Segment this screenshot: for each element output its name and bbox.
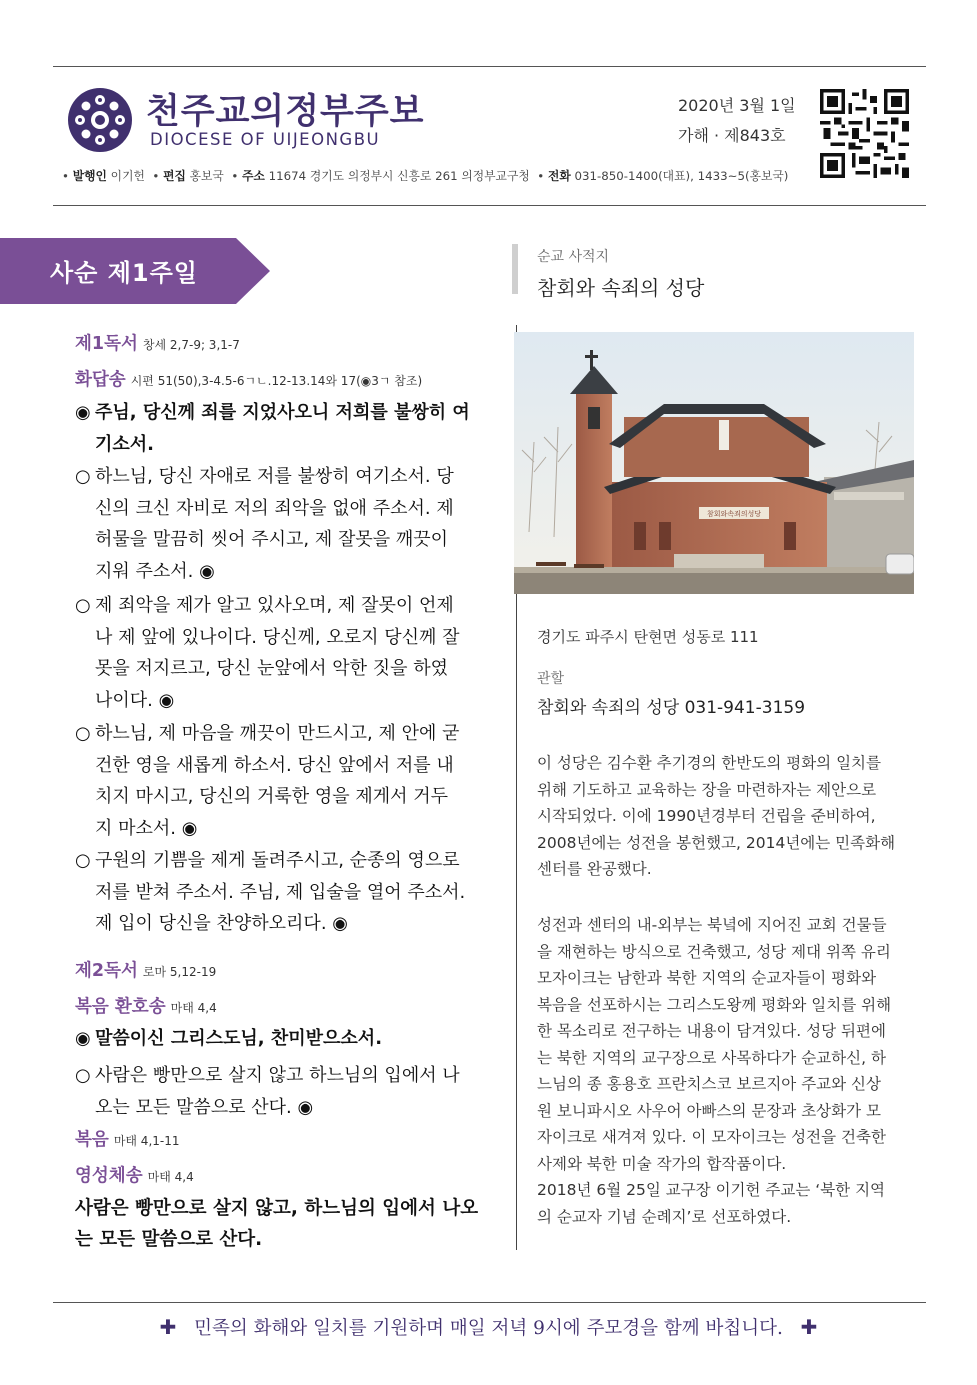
paragraph-line: 복음을 선포하시는 그리스도왕께 평화와 일치를 위해 [537,995,892,1014]
first-reading-ref: 창세 2,7-9; 3,1-7 [142,338,240,352]
acclamation-verse-line: 오는 모든 말씀으로 산다. ◉ [95,1096,314,1118]
photo-sign-text: 참회와속죄의성당 [706,510,762,518]
paragraph-line: 2008년에는 성전을 봉헌했고, 2014년에는 민족화해 [537,833,896,852]
history-paragraph [537,750,917,883]
verse-line: 구원의 기쁨을 제게 돌려주시고, 순종의 영으로 [95,850,460,871]
gospel-label: 복음 [75,1130,109,1150]
publisher-label: 발행인 [72,169,107,183]
paragraph-line: 한 목소리로 전구하는 내용이 담겨있다. 성당 뒤편에 [537,1022,886,1040]
church-photo [514,332,914,594]
refrain-line: 주님, 당신께 죄를 지었사오니 저희를 불쌍히 여 [95,402,470,423]
masthead-title: 천주교의정부주보 [146,92,425,132]
phone-label: 전화 [547,169,571,183]
verse-mark: ○ [75,466,91,487]
verse-line: 제 입이 당신을 찬양하오리다. ◉ [95,913,348,934]
description-paragraph [537,912,917,1230]
jurisdiction-label: 관할 [537,671,565,687]
paragraph-line: 위해 기도하고 교육하는 장을 마련하자는 제안으로 [537,780,877,799]
second-reading-ref: 로마 5,12-19 [142,965,217,979]
verse-line: 하느님, 제 마음을 깨끗이 만드시고, 제 안에 굳 [95,723,460,744]
acclamation-refrain-text: 말씀이신 그리스도님, 찬미받으소서. [95,1028,383,1049]
sidebar-kicker: 순교 사적지 [537,249,610,265]
week-title: 사순 제1주일 [50,259,198,287]
second-reading-label: 제2독서 [75,961,138,981]
verse-line: 나 제 앞에 있나이다. 당신께, 오로지 당신께 잘 [95,626,460,648]
verse-line: 건한 영을 새롭게 하소서. 당신 앞에서 저를 내 [95,754,454,776]
communion-antiphon [75,1162,194,1187]
communion-text [75,1193,495,1255]
verse-mark: ○ [75,850,91,871]
address-label: 주소 [242,169,265,183]
cross-icon: ✚ [159,1315,177,1339]
acclamation-refrain [75,1023,495,1055]
communion-ref: 마태 4,4 [147,1170,194,1184]
paragraph-line: 사제와 북한 미술 작가의 합작품이다. [537,1154,787,1173]
verse-line: 지워 주소서. ◉ [95,560,215,582]
sidebar-title: 참회와 속죄의 성당 [537,276,705,300]
paragraph-line: 의 순교자 기념 순례지’로 선포하였다. [537,1207,792,1226]
psalm-verse [75,845,495,940]
verse-line: 하느님, 당신 자애로 저를 불쌍히 여기소서. 당 [95,466,454,487]
paragraph-line: 느님의 종 홍용호 프란치스코 보르지아 주교와 신상 [537,1075,881,1093]
church-address: 경기도 파주시 탄현면 성동로 111 [537,628,759,646]
verse-mark: ○ [75,723,91,744]
phone-value: 031-850-1400(대표), 1433~5(홍보국) [574,169,789,183]
psalm-refrain [75,397,495,460]
footer-prayer [0,1314,977,1340]
issue-number: 가해 · 제843호 [678,126,786,145]
top-rule [53,66,926,67]
psalm-ref: 시편 51(50),3-4.5-6ㄱㄴ.12-13.14와 17(◉3ㄱ 참조) [130,374,423,388]
verse-mark: ○ [75,595,91,616]
paragraph-line: 는 북한 지역의 교구장으로 사목하다가 순교하신, 하 [537,1048,886,1067]
paragraph-line: 원 보니파시오 사우어 아빠스의 문장과 초상화가 모 [537,1101,881,1120]
editor-name: 홍보국 [189,169,224,183]
address-value: 11674 경기도 의정부시 신흥로 261 의정부교구청 [268,169,530,183]
paragraph-line: 자이크로 새겨져 있다. 이 모자이크는 성전을 건축한 [537,1128,886,1146]
paragraph-line: 모자이크는 남한과 북한 지역의 순교자들이 평화와 [537,969,877,987]
communion-line: 사람은 빵만으로 살지 않고, 하느님의 입에서 나오 [75,1198,479,1219]
footer-rule [53,1302,926,1303]
masthead-bottom-rule [53,205,926,206]
psalm-verse [75,718,495,844]
second-reading [75,957,216,982]
acclamation-verse-line: 사람은 빵만으로 살지 않고 하느님의 입에서 나 [95,1065,460,1086]
communion-label: 영성체송 [75,1166,143,1186]
acclamation-verse-mark: ○ [75,1065,91,1086]
qr-code-icon [820,89,909,178]
paragraph-line: 이 성당은 김수환 추기경의 한반도의 평화의 일치를 [537,754,881,772]
gospel-ref: 마태 4,1-11 [113,1134,180,1148]
verse-line: 나이다. ◉ [95,689,175,711]
verse-line: 못을 저지르고, 당신 눈앞에서 악한 짓을 하였 [95,658,449,679]
paragraph-line: 센터를 완공했다. [537,860,652,878]
publisher-info: • 발행인 이기헌 • 편집 홍보국 • 주소 11674 경기도 의정부시 신흥로 261 의정부교구청 • 전화 031-850-1400(대표), 1433~5(홍보국) [62,169,789,183]
refrain-mark: ◉ [75,402,91,423]
gospel-acclamation [75,993,217,1018]
first-reading-label: 제1독서 [75,334,138,354]
gospel [75,1126,180,1151]
sidebar-accent-bar [512,244,518,294]
cross-icon: ✚ [800,1315,818,1339]
acclamation-verse [75,1060,495,1123]
psalm [75,366,422,391]
diocese-logo [68,88,132,152]
masthead-subtitle: DIOCESE OF UIJEONGBU [150,130,381,149]
communion-line: 는 모든 말씀으로 산다. [75,1229,263,1250]
paragraph-line: 2018년 6월 25일 교구장 이기헌 주교는 ‘북한 지역 [537,1181,886,1199]
verse-line: 제 죄악을 제가 알고 있사오며, 제 잘못이 언제 [95,595,454,616]
jurisdiction-value: 참회와 속죄의 성당 031-941-3159 [537,698,806,718]
paragraph-line: 시작되었다. 이에 1990년경부터 건립을 준비하여, [537,807,876,825]
first-reading [75,330,240,355]
issue-date: 2020년 3월 1일 [678,96,796,115]
acclamation-ref: 마태 4,4 [170,1001,217,1015]
acclamation-refrain-mark: ◉ [75,1028,91,1049]
footer-text: 민족의 화해와 일치를 기원하며 매일 저녁 9시에 주모경을 함께 바칩니다. [194,1318,783,1339]
verse-line: 신의 크신 자비로 저의 죄악을 없애 주소서. 제 [95,497,454,519]
psalm-verse [75,461,495,587]
paragraph-line: 성전과 센터의 내-외부는 북녘에 지어진 교회 건물들 [537,916,887,934]
refrain-line: 기소서. [95,433,155,455]
publisher-name: 이기헌 [110,169,145,183]
editor-label: 편집 [163,169,186,183]
psalm-label: 화답송 [75,370,126,390]
acclamation-label: 복음 환호송 [75,997,166,1017]
verse-line: 허물을 말끔히 씻어 주시고, 제 잘못을 깨끗이 [95,529,449,550]
paragraph-line: 을 재현하는 방식으로 건축했고, 성당 제대 위쪽 유리 [537,942,891,961]
verse-line: 지 마소서. ◉ [95,817,198,839]
verse-line: 치지 마시고, 당신의 거룩한 영을 제게서 거두 [95,786,449,807]
verse-line: 저를 받쳐 주소서. 주님, 제 입술을 열어 주소서. [95,881,466,903]
psalm-verse [75,590,495,716]
